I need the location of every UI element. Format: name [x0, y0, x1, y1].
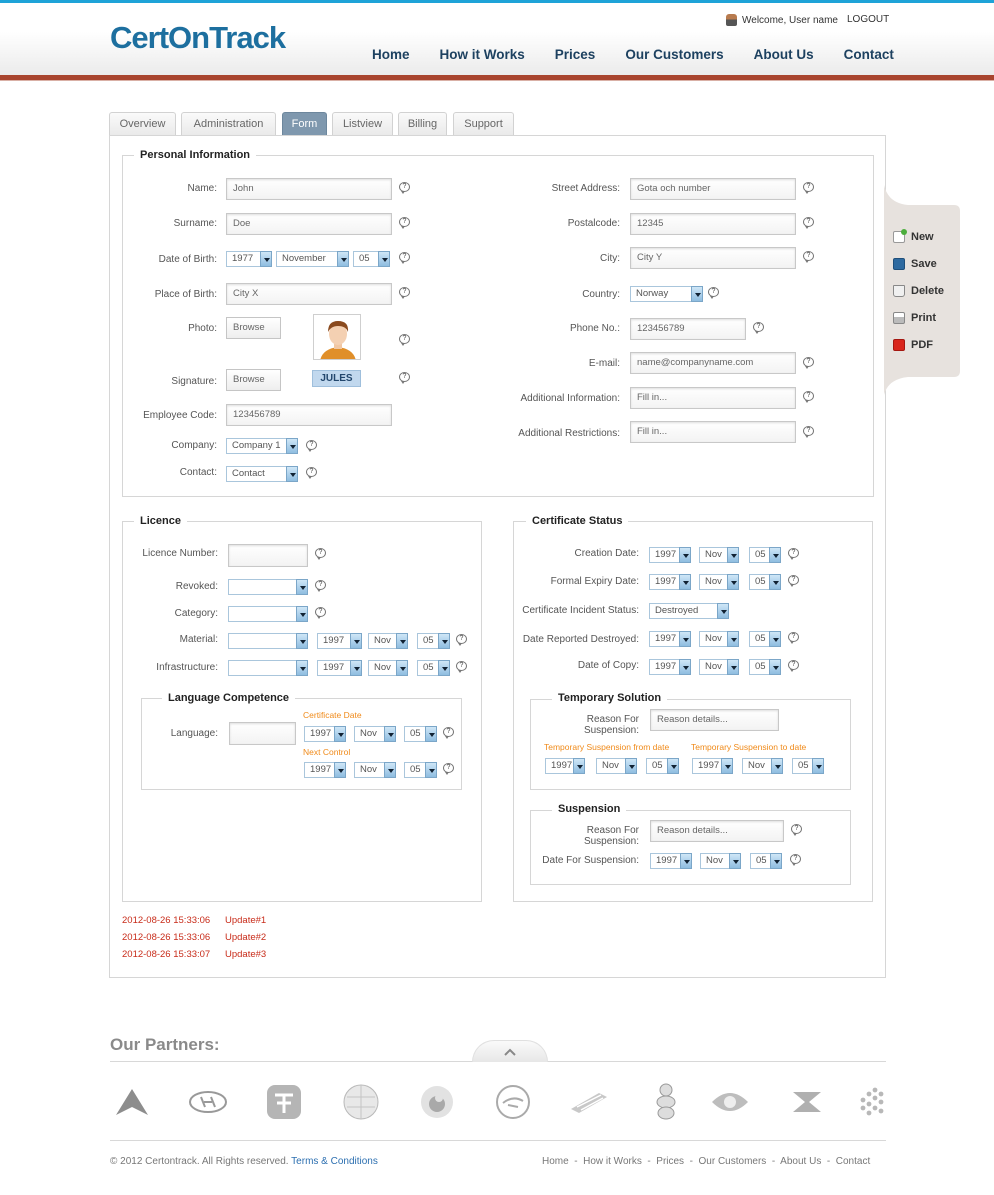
user-icon: [726, 14, 737, 26]
dropdown-arrow-icon: [296, 579, 308, 595]
temp-to-day-select[interactable]: [792, 758, 824, 774]
dropdown-arrow-icon: [350, 660, 362, 676]
next-day-select[interactable]: [404, 762, 437, 778]
month-value: Nov: [705, 576, 722, 587]
dob-label: Date of Birth:: [158, 254, 217, 265]
temp-reason-label: Reason For Suspension:: [583, 714, 639, 736]
suspension-legend: Suspension: [552, 803, 626, 815]
certificate-date-label: Certificate Date: [303, 710, 362, 720]
additional-info-label: Additional Information:: [520, 393, 620, 404]
dropdown-arrow-icon: [260, 251, 272, 267]
infrastructure-select[interactable]: [228, 660, 308, 676]
country-select[interactable]: [630, 286, 703, 302]
photo-avatar: [313, 314, 361, 360]
dropdown-arrow-icon: [721, 758, 733, 774]
dropdown-arrow-icon: [679, 547, 691, 563]
copy-day-select[interactable]: [749, 659, 781, 675]
nav-about-us[interactable]: About Us: [753, 47, 814, 62]
dropdown-arrow-icon: [769, 659, 781, 675]
help-icon[interactable]: ?: [803, 182, 814, 192]
dropdown-arrow-icon: [384, 762, 396, 778]
main-nav: [372, 47, 894, 62]
nav-contact[interactable]: Contact: [843, 47, 894, 62]
dropdown-arrow-icon: [396, 633, 408, 649]
photo-browse-button[interactable]: Browse: [226, 317, 281, 339]
dropdown-arrow-icon: [769, 631, 781, 647]
help-icon[interactable]: ?: [791, 824, 802, 834]
dropdown-arrow-icon: [727, 574, 739, 590]
partner-logo-bowtie-icon[interactable]: [787, 1082, 827, 1122]
dropdown-arrow-icon: [384, 726, 396, 742]
expiry-month-select[interactable]: [699, 574, 739, 590]
print-button[interactable]: [893, 312, 936, 324]
partner-logo-dots-icon[interactable]: [851, 1082, 891, 1122]
company-label: Company:: [171, 440, 217, 451]
infrastructure-label: Infrastructure:: [156, 662, 218, 673]
dropdown-arrow-icon: [350, 633, 362, 649]
month-value: Nov: [360, 764, 377, 775]
surname-input[interactable]: Doe: [226, 213, 392, 235]
temp-from-label: Temporary Suspension from date: [544, 742, 670, 752]
dropdown-arrow-icon: [296, 606, 308, 622]
destroyed-day-select[interactable]: [749, 631, 781, 647]
revoked-label: Revoked:: [175, 581, 218, 592]
header-divider: [0, 75, 994, 81]
additional-info-input[interactable]: Fill in...: [630, 387, 796, 409]
help-icon[interactable]: ?: [315, 607, 326, 617]
logout-link[interactable]: LOGOUT: [847, 14, 890, 25]
suspension-month-select[interactable]: [700, 853, 741, 869]
signature-label: Signature:: [171, 376, 217, 387]
month-value: Nov: [706, 855, 723, 866]
city-label: City:: [600, 253, 620, 264]
creation-date-label: Creation Date:: [574, 548, 639, 559]
dropdown-arrow-icon: [769, 574, 781, 590]
dropdown-arrow-icon: [296, 660, 308, 676]
save-label: Save: [911, 258, 937, 270]
help-icon[interactable]: ?: [753, 322, 764, 332]
partner-logo-eye-icon[interactable]: [710, 1082, 750, 1122]
month-value: Nov: [705, 661, 722, 672]
incident-status-label: Certificate Incident Status:: [522, 605, 639, 616]
pob-label: Place of Birth:: [154, 289, 217, 300]
temp-from-year-select[interactable]: [545, 758, 585, 774]
temp-to-label: Temporary Suspension to date: [691, 742, 807, 752]
printer-icon: [893, 312, 905, 324]
help-icon[interactable]: ?: [306, 440, 317, 450]
copy-month-select[interactable]: [699, 659, 739, 675]
tab-form[interactable]: Form: [282, 112, 327, 136]
pdf-label: PDF: [911, 339, 933, 351]
year-value: 1997: [310, 728, 332, 739]
surname-label: Surname:: [173, 218, 217, 229]
dropdown-arrow-icon: [717, 603, 729, 619]
help-icon[interactable]: ?: [399, 182, 410, 192]
partners-title: Our Partners:: [110, 1035, 220, 1054]
dropdown-arrow-icon: [286, 466, 298, 482]
year-value: 1997: [323, 662, 345, 673]
signature-browse-button[interactable]: Browse: [226, 369, 281, 391]
pdf-icon: [893, 339, 905, 351]
day-value: 05: [755, 633, 766, 644]
terms-link[interactable]: Terms & Conditions: [291, 1156, 378, 1167]
email-input[interactable]: name@companyname.com: [630, 352, 796, 374]
nav-our-customers[interactable]: Our Customers: [625, 47, 724, 62]
month-value: Nov: [360, 728, 377, 739]
nav-prices[interactable]: Prices: [554, 47, 596, 62]
day-value: 05: [756, 855, 767, 866]
copy-date-label: Date of Copy:: [577, 660, 639, 671]
year-value: 1997: [655, 633, 677, 644]
photo-label: Photo:: [188, 323, 217, 334]
language-input[interactable]: [229, 722, 296, 745]
dob-year-value: 1977: [232, 253, 254, 264]
cert-month-select[interactable]: [354, 726, 396, 742]
dropdown-arrow-icon: [679, 631, 691, 647]
chevron-up-icon: [503, 1047, 517, 1057]
dropdown-arrow-icon: [812, 758, 824, 774]
temporary-solution-legend: Temporary Solution: [552, 692, 667, 704]
employee-code-label: Employee Code:: [143, 410, 217, 421]
dropdown-arrow-icon: [727, 659, 739, 675]
help-icon[interactable]: ?: [399, 334, 410, 344]
dropdown-arrow-icon: [334, 726, 346, 742]
category-label: Category:: [174, 608, 218, 619]
dropdown-arrow-icon: [425, 726, 437, 742]
licence-number-label: Licence Number:: [142, 548, 218, 559]
creation-day-select[interactable]: [749, 547, 781, 563]
material-select[interactable]: [228, 633, 308, 649]
expiry-date-label: Formal Expiry Date:: [550, 576, 639, 587]
help-icon[interactable]: ?: [790, 854, 801, 864]
dropdown-arrow-icon: [770, 853, 782, 869]
destroyed-date-label: Date Reported Destroyed:: [522, 634, 639, 645]
help-icon[interactable]: ?: [803, 217, 814, 227]
nav-how-it-works[interactable]: How it Works: [439, 47, 525, 62]
name-label: Name:: [187, 183, 217, 194]
dropdown-arrow-icon: [438, 633, 450, 649]
log-time: 2012-08-26 15:33:06: [122, 915, 211, 926]
help-icon[interactable]: ?: [315, 548, 326, 558]
company-select[interactable]: [226, 438, 298, 454]
temp-from-month-select[interactable]: [596, 758, 637, 774]
material-month-select[interactable]: [368, 633, 408, 649]
copyright: [110, 1156, 378, 1167]
footer-nav[interactable]: Home - How it Works - Prices - Our Customers - About Us - Contact: [542, 1156, 871, 1167]
year-value: 1997: [698, 760, 720, 771]
dropdown-arrow-icon: [378, 251, 390, 267]
help-icon[interactable]: ?: [803, 251, 814, 261]
name-input[interactable]: John: [226, 178, 392, 200]
suspension-reason-input[interactable]: Reason details...: [650, 820, 784, 842]
dob-month-value: November: [282, 253, 326, 264]
infrastructure-day-select[interactable]: [417, 660, 450, 676]
day-value: 05: [410, 728, 421, 739]
company-value: Company 1: [232, 440, 281, 451]
day-value: 05: [410, 764, 421, 775]
logo[interactable]: CertOnTrack: [110, 20, 286, 55]
delete-label: Delete: [911, 285, 945, 297]
floppy-disk-icon: [893, 258, 905, 270]
partner-logo-vodafone-icon[interactable]: [417, 1082, 457, 1122]
partner-logo-triangle-icon[interactable]: [112, 1082, 152, 1122]
dob-month-select[interactable]: [276, 251, 349, 267]
suspension-year-select[interactable]: [650, 853, 692, 869]
partner-logo-chinese-seal-icon[interactable]: [264, 1082, 304, 1122]
incident-status-select[interactable]: [649, 603, 729, 619]
help-icon[interactable]: ?: [443, 763, 454, 773]
next-control-label: Next Control: [303, 747, 351, 757]
log-update-link[interactable]: Update#3: [225, 949, 267, 960]
dropdown-arrow-icon: [625, 758, 637, 774]
dropdown-arrow-icon: [396, 660, 408, 676]
new-label: New: [911, 231, 934, 243]
help-icon[interactable]: ?: [306, 467, 317, 477]
save-button[interactable]: [893, 258, 937, 270]
tab-overview[interactable]: Overview: [109, 112, 176, 136]
divider: [110, 1140, 886, 1141]
contact-value: Contact: [232, 468, 265, 479]
month-value: Nov: [705, 549, 722, 560]
phone-input[interactable]: 123456789: [630, 318, 746, 340]
destroyed-month-select[interactable]: [699, 631, 739, 647]
new-document-icon: [893, 231, 905, 243]
dob-year-select[interactable]: [226, 251, 272, 267]
month-value: Nov: [374, 635, 391, 646]
help-icon[interactable]: ?: [708, 287, 719, 297]
dropdown-arrow-icon: [680, 853, 692, 869]
month-value: Nov: [374, 662, 391, 673]
dropdown-arrow-icon: [727, 547, 739, 563]
postal-label: Postalcode:: [567, 218, 620, 229]
welcome-text: [726, 14, 838, 26]
dob-day-value: 05: [359, 253, 370, 264]
language-label: Language:: [170, 728, 218, 739]
day-value: 05: [755, 576, 766, 587]
licence-legend: Licence: [134, 515, 187, 527]
help-icon[interactable]: ?: [399, 372, 410, 382]
help-icon[interactable]: ?: [456, 661, 467, 671]
day-value: 05: [423, 662, 434, 673]
dropdown-arrow-icon: [691, 286, 703, 302]
dropdown-arrow-icon: [729, 853, 741, 869]
incident-value: Destroyed: [655, 605, 699, 616]
log-time: 2012-08-26 15:33:07: [122, 949, 211, 960]
day-value: 05: [423, 635, 434, 646]
month-value: Nov: [705, 633, 722, 644]
help-icon[interactable]: ?: [315, 580, 326, 590]
log-update-link[interactable]: Update#1: [225, 915, 267, 926]
dropdown-arrow-icon: [573, 758, 585, 774]
additional-restrictions-input[interactable]: Fill in...: [630, 421, 796, 443]
signature-preview: JULES: [312, 370, 361, 387]
year-value: 1997: [655, 549, 677, 560]
partner-logo-hyundai-icon[interactable]: [188, 1082, 228, 1122]
dropdown-arrow-icon: [337, 251, 349, 267]
help-icon[interactable]: ?: [803, 391, 814, 401]
new-button[interactable]: [893, 231, 934, 243]
country-label: Country:: [582, 289, 620, 300]
month-value: Nov: [602, 760, 619, 771]
temp-from-day-select[interactable]: [646, 758, 679, 774]
employee-code-input[interactable]: 123456789: [226, 404, 392, 426]
tab-billing[interactable]: Billing: [398, 112, 447, 136]
copy-year-select[interactable]: [649, 659, 691, 675]
cert-day-select[interactable]: [404, 726, 437, 742]
year-value: 1997: [310, 764, 332, 775]
next-month-select[interactable]: [354, 762, 396, 778]
tab-administration[interactable]: Administration: [181, 112, 276, 136]
next-year-select[interactable]: [304, 762, 346, 778]
partner-logo-crane-icon[interactable]: [493, 1082, 533, 1122]
expiry-day-select[interactable]: [749, 574, 781, 590]
dropdown-arrow-icon: [296, 633, 308, 649]
creation-year-select[interactable]: [649, 547, 691, 563]
help-icon[interactable]: ?: [456, 634, 467, 644]
material-label: Material:: [179, 634, 218, 645]
log-update-link[interactable]: Update#2: [225, 932, 267, 943]
country-value: Norway: [636, 288, 669, 299]
dropdown-arrow-icon: [667, 758, 679, 774]
dob-day-select[interactable]: [353, 251, 390, 267]
year-value: 1997: [655, 661, 677, 672]
dropdown-arrow-icon: [438, 660, 450, 676]
welcome-label: Welcome, User name: [742, 14, 838, 26]
delete-button[interactable]: [893, 285, 944, 297]
licence-number-input[interactable]: [228, 544, 308, 567]
suspension-day-select[interactable]: [750, 853, 782, 869]
pdf-button[interactable]: [893, 339, 933, 351]
person-icon: [314, 315, 361, 360]
cert-year-select[interactable]: [304, 726, 346, 742]
material-year-select[interactable]: [317, 633, 362, 649]
temp-to-year-select[interactable]: [692, 758, 733, 774]
help-icon[interactable]: ?: [788, 548, 799, 558]
material-day-select[interactable]: [417, 633, 450, 649]
tab-listview[interactable]: Listview: [332, 112, 393, 136]
temp-reason-input[interactable]: Reason details...: [650, 709, 779, 731]
contact-select[interactable]: [226, 466, 298, 482]
language-legend: Language Competence: [162, 692, 295, 704]
help-icon[interactable]: ?: [399, 217, 410, 227]
year-value: 1997: [551, 760, 573, 771]
category-select[interactable]: [228, 606, 308, 622]
print-label: Print: [911, 312, 937, 324]
help-icon[interactable]: ?: [443, 727, 454, 737]
help-icon[interactable]: ?: [788, 660, 799, 670]
personal-info-legend: Personal Information: [134, 149, 256, 161]
contact-label: Contact:: [179, 467, 217, 478]
creation-month-select[interactable]: [699, 547, 739, 563]
dropdown-arrow-icon: [679, 574, 691, 590]
help-icon[interactable]: ?: [803, 357, 814, 367]
day-value: 05: [652, 760, 663, 771]
destroyed-year-select[interactable]: [649, 631, 691, 647]
nav-home[interactable]: Home: [372, 47, 410, 62]
suspension-date-label: Date For Suspension:: [542, 855, 639, 866]
dropdown-arrow-icon: [771, 758, 783, 774]
certificate-legend: Certificate Status: [526, 515, 628, 527]
year-value: 1997: [656, 855, 678, 866]
day-value: 05: [755, 549, 766, 560]
street-input[interactable]: Gota och number: [630, 178, 796, 200]
additional-restrictions-label: Additional Restrictions:: [518, 428, 620, 439]
pob-input[interactable]: City X: [226, 283, 392, 305]
infrastructure-month-select[interactable]: [368, 660, 408, 676]
phone-label: Phone No.:: [569, 323, 620, 334]
day-value: 05: [755, 661, 766, 672]
tab-support[interactable]: Support: [453, 112, 514, 136]
help-icon[interactable]: ?: [788, 575, 799, 585]
dropdown-arrow-icon: [286, 438, 298, 454]
dropdown-arrow-icon: [727, 631, 739, 647]
help-icon[interactable]: ?: [803, 426, 814, 436]
partner-logo-globe-icon[interactable]: [341, 1082, 381, 1122]
suspension-reason-label: Reason For Suspension:: [583, 825, 639, 847]
partner-logo-wing-icon[interactable]: [569, 1082, 609, 1122]
log-time: 2012-08-26 15:33:06: [122, 932, 211, 943]
dropdown-arrow-icon: [769, 547, 781, 563]
email-label: E-mail:: [588, 358, 620, 369]
city-input[interactable]: City Y: [630, 247, 796, 269]
year-value: 1997: [323, 635, 345, 646]
day-value: 05: [798, 760, 809, 771]
street-label: Street Address:: [551, 183, 620, 194]
help-icon[interactable]: ?: [399, 287, 410, 297]
partner-logo-michelin-icon[interactable]: [646, 1082, 686, 1122]
infrastructure-year-select[interactable]: [317, 660, 362, 676]
year-value: 1997: [655, 576, 677, 587]
expiry-year-select[interactable]: [649, 574, 691, 590]
help-icon[interactable]: ?: [399, 252, 410, 262]
temp-to-month-select[interactable]: [742, 758, 783, 774]
postal-input[interactable]: 12345: [630, 213, 796, 235]
revoked-select[interactable]: [228, 579, 308, 595]
dropdown-arrow-icon: [679, 659, 691, 675]
help-icon[interactable]: ?: [788, 632, 799, 642]
dropdown-arrow-icon: [334, 762, 346, 778]
trash-icon: [893, 285, 905, 297]
dropdown-arrow-icon: [425, 762, 437, 778]
copyright-text: © 2012 Certontrack. All Rights reserved.: [110, 1156, 289, 1167]
month-value: Nov: [748, 760, 765, 771]
